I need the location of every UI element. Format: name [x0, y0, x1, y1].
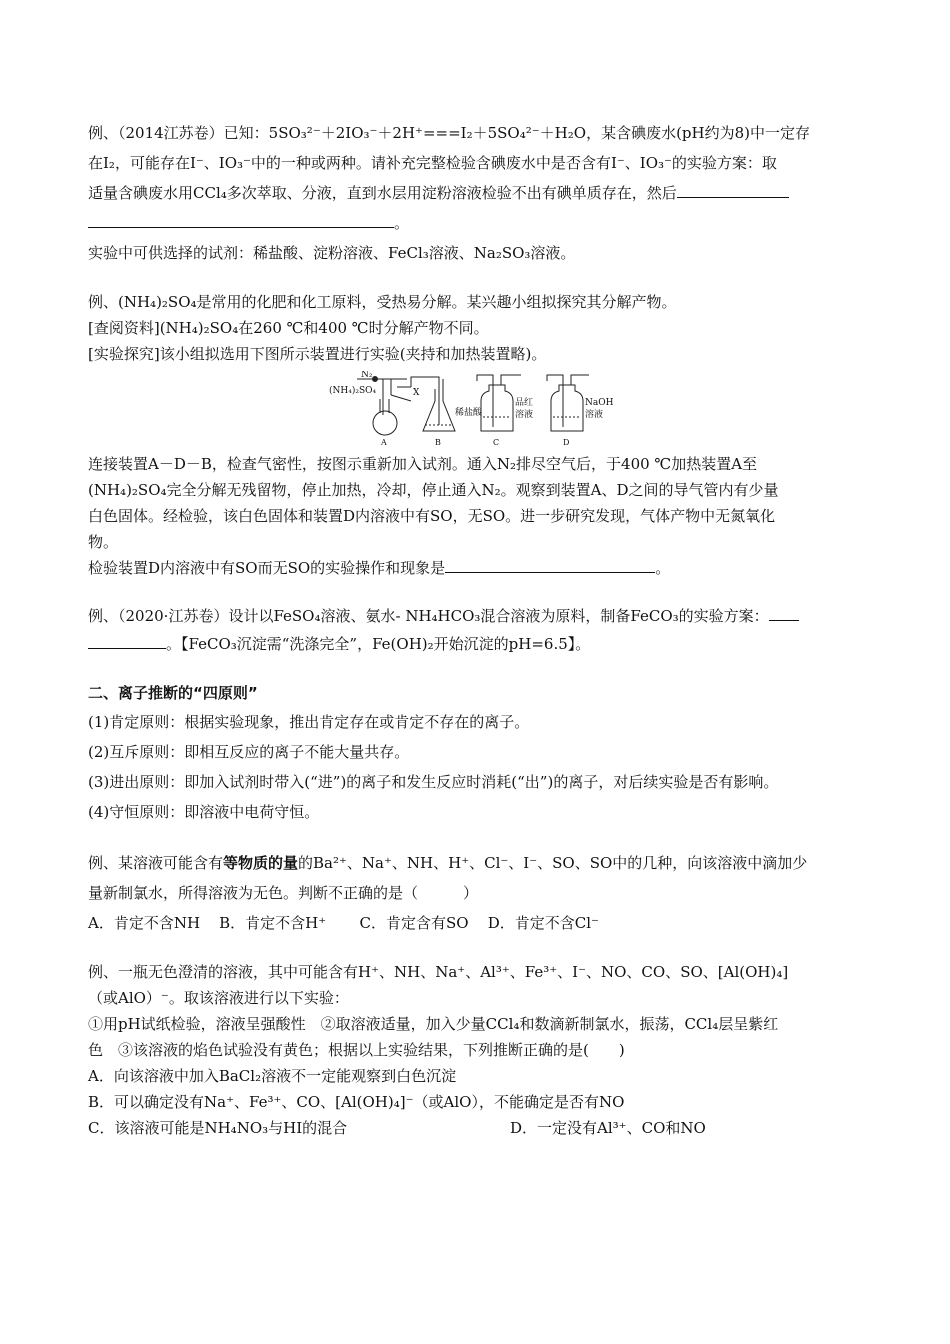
ex1-line-4-end: 。 — [394, 214, 410, 232]
label-a: A — [381, 438, 387, 447]
answer-blank[interactable] — [445, 558, 655, 573]
ex2-line-8-end: 。 — [655, 559, 671, 577]
ex1-line-1: 例、（2014江苏卷）已知：5SO₃²⁻＋2IO₃⁻＋2H⁺===I₂＋5SO₄²⁻＋H₂O，某含碘废水(pH约为8)中一定存 — [88, 124, 811, 142]
principle-item: (1)肯定原则：根据实验现象，推出肯定存在或肯定不存在的离子。 — [88, 713, 530, 731]
ex1-line-5: 实验中可供选择的试剂：稀盐酸、淀粉溶液、FeCl₃溶液、Na₂SO₃溶液。 — [88, 244, 576, 262]
example-1 — [88, 118, 866, 268]
ex2-line-5: (NH₄)₂SO₄完全分解无残留物，停止加热，冷却，停止通入N₂。观察到装置A、D之间的导气管内有少量 — [88, 481, 779, 499]
label-b: B — [435, 438, 441, 447]
section-2 — [88, 679, 866, 827]
ex1-line-2: 在I₂，可能存在I⁻、IO₃⁻中的一种或两种。请补充完整检验含碘废水中是否含有I⁻、IO₃⁻的实验方案：取 — [88, 154, 777, 172]
answer-blank-continued[interactable] — [88, 213, 394, 228]
valve-icon — [373, 377, 378, 382]
document-page — [88, 118, 866, 1141]
ex2-line-6: 白色固体。经检验，该白色固体和装置D内溶液中有SO，无SO。进一步研究发现，气体产物中无氮氧化 — [88, 507, 776, 525]
option-d[interactable]: D．一定没有Al³⁺、CO和NO — [510, 1119, 706, 1137]
ex1-line-3: 适量含碘废水用CCl₄多次萃取、分液，直到水层用淀粉溶液检验不出有碘单质存在，然后 — [88, 184, 677, 202]
naoh-label-1: NaOH — [585, 398, 614, 408]
apparatus-figure — [327, 371, 627, 449]
answer-blank-continued[interactable] — [88, 634, 166, 649]
ex2-line-4: 连接装置A－D－B，检查气密性，按图示重新加入试剂。通入N₂排尽空气后，于400 ℃加热装置A至 — [88, 455, 758, 473]
pinhong-label-2: 溶液 — [515, 410, 534, 420]
ex3-line-2-end: 。【FeCO₃沉淀需“洗涤完全”，Fe(OH)₂开始沉淀的pH=6.5】。 — [166, 635, 591, 653]
n2-label: N₂ — [361, 371, 373, 380]
ex5-line-1: 例、一瓶无色澄清的溶液，其中可能含有H⁺、NH、Na⁺、Al³⁺、Fe³⁺、I⁻、NO、CO、SO、[Al(OH)₄] — [88, 963, 789, 981]
option-b[interactable]: B．可以确定没有Na⁺、Fe³⁺、CO、[Al(OH)₄]⁻（或AlO），不能确定是否有NO — [88, 1093, 625, 1111]
option-c[interactable]: C．该溶液可能是NH₄NO₃与HI的混合 — [88, 1119, 348, 1137]
label-d: D — [563, 438, 570, 447]
principle-item: (3)进出原则：即加入试剂时带入(“进”)的离子和发生反应时消耗(“出”)的离子，对后续实验是否有影响。 — [88, 773, 779, 791]
x-label: X — [413, 388, 420, 398]
ex4-line-1-post: 的Ba²⁺、Na⁺、NH、H⁺、Cl⁻、I⁻、SO、SO中的几种，向该溶液中滴加少 — [298, 854, 808, 872]
option-b[interactable]: B．肯定不含H⁺ — [219, 914, 327, 932]
ex4-line-1-pre: 例、某溶液可能含有 — [88, 854, 224, 872]
option-a[interactable]: A．向该溶液中加入BaCl₂溶液不一定能观察到白色沉淀 — [88, 1067, 457, 1085]
ex5-line-2: （或AlO）⁻。取该溶液进行以下实验： — [88, 989, 349, 1007]
bottle-c — [481, 385, 513, 431]
flask-a — [373, 411, 397, 435]
label-c: C — [493, 438, 500, 447]
principle-item: (2)互斥原则：即相互反应的离子不能大量共存。 — [88, 743, 410, 761]
naoh-label-2: 溶液 — [585, 410, 604, 420]
example-5 — [88, 959, 866, 1141]
ex5-line-4: 色 ③该溶液的焰色试验没有黄色；根据以上实验结果，下列推断正确的是( ) — [88, 1041, 625, 1059]
answer-blank[interactable] — [677, 183, 789, 198]
ex2-line-3: [实验探究]该小组拟选用下图所示装置进行实验(夹持和加热装置略)。 — [88, 345, 547, 363]
principle-item: (4)守恒原则：即溶液中电荷守恒。 — [88, 803, 320, 821]
ex4-emphasis: 等物质的量 — [223, 854, 299, 872]
ex2-line-7: 物。 — [88, 533, 119, 551]
example-2 — [88, 289, 866, 581]
option-c[interactable]: C．肯定含有SO — [359, 914, 469, 932]
example-4 — [88, 848, 866, 938]
bottle-d — [551, 385, 583, 431]
ex2-line-2: [查阅资料](NH₄)₂SO₄在260 ℃和400 ℃时分解产物不同。 — [88, 319, 489, 337]
ex4-line-2: 量新制氯水，所得溶液为无色。判断不正确的是（ ） — [88, 884, 479, 902]
option-d[interactable]: D．肯定不含Cl⁻ — [487, 914, 599, 932]
ex2-line-1: 例、(NH₄)₂SO₄是常用的化肥和化工原料，受热易分解。某兴趣小组拟探究其分解产物。 — [88, 293, 677, 311]
salt-label: (NH₄)₂SO₄ — [329, 386, 377, 396]
option-a[interactable]: A．肯定不含NH — [88, 914, 201, 932]
hcl-label: 稀盐酸 — [455, 408, 483, 418]
section-heading: 二、离子推断的“四原则” — [88, 684, 258, 702]
answer-blank[interactable] — [769, 606, 799, 621]
pinhong-label-1: 品红 — [515, 398, 534, 408]
ex2-line-8: 检验装置D内溶液中有SO而无SO的实验操作和现象是 — [88, 559, 446, 577]
ex5-line-3: ①用pH试纸检验，溶液呈强酸性 ②取溶液适量，加入少量CCl₄和数滴新制氯水，振荡，CCl₄层呈紫红 — [88, 1015, 779, 1033]
ex4-options — [88, 908, 866, 938]
example-3 — [88, 602, 866, 658]
ex3-line-1: 例、（2020·江苏卷）设计以FeSO₄溶液、氨水- NH₄HCO₃混合溶液为原料，制备FeCO₃的实验方案： — [88, 607, 769, 625]
